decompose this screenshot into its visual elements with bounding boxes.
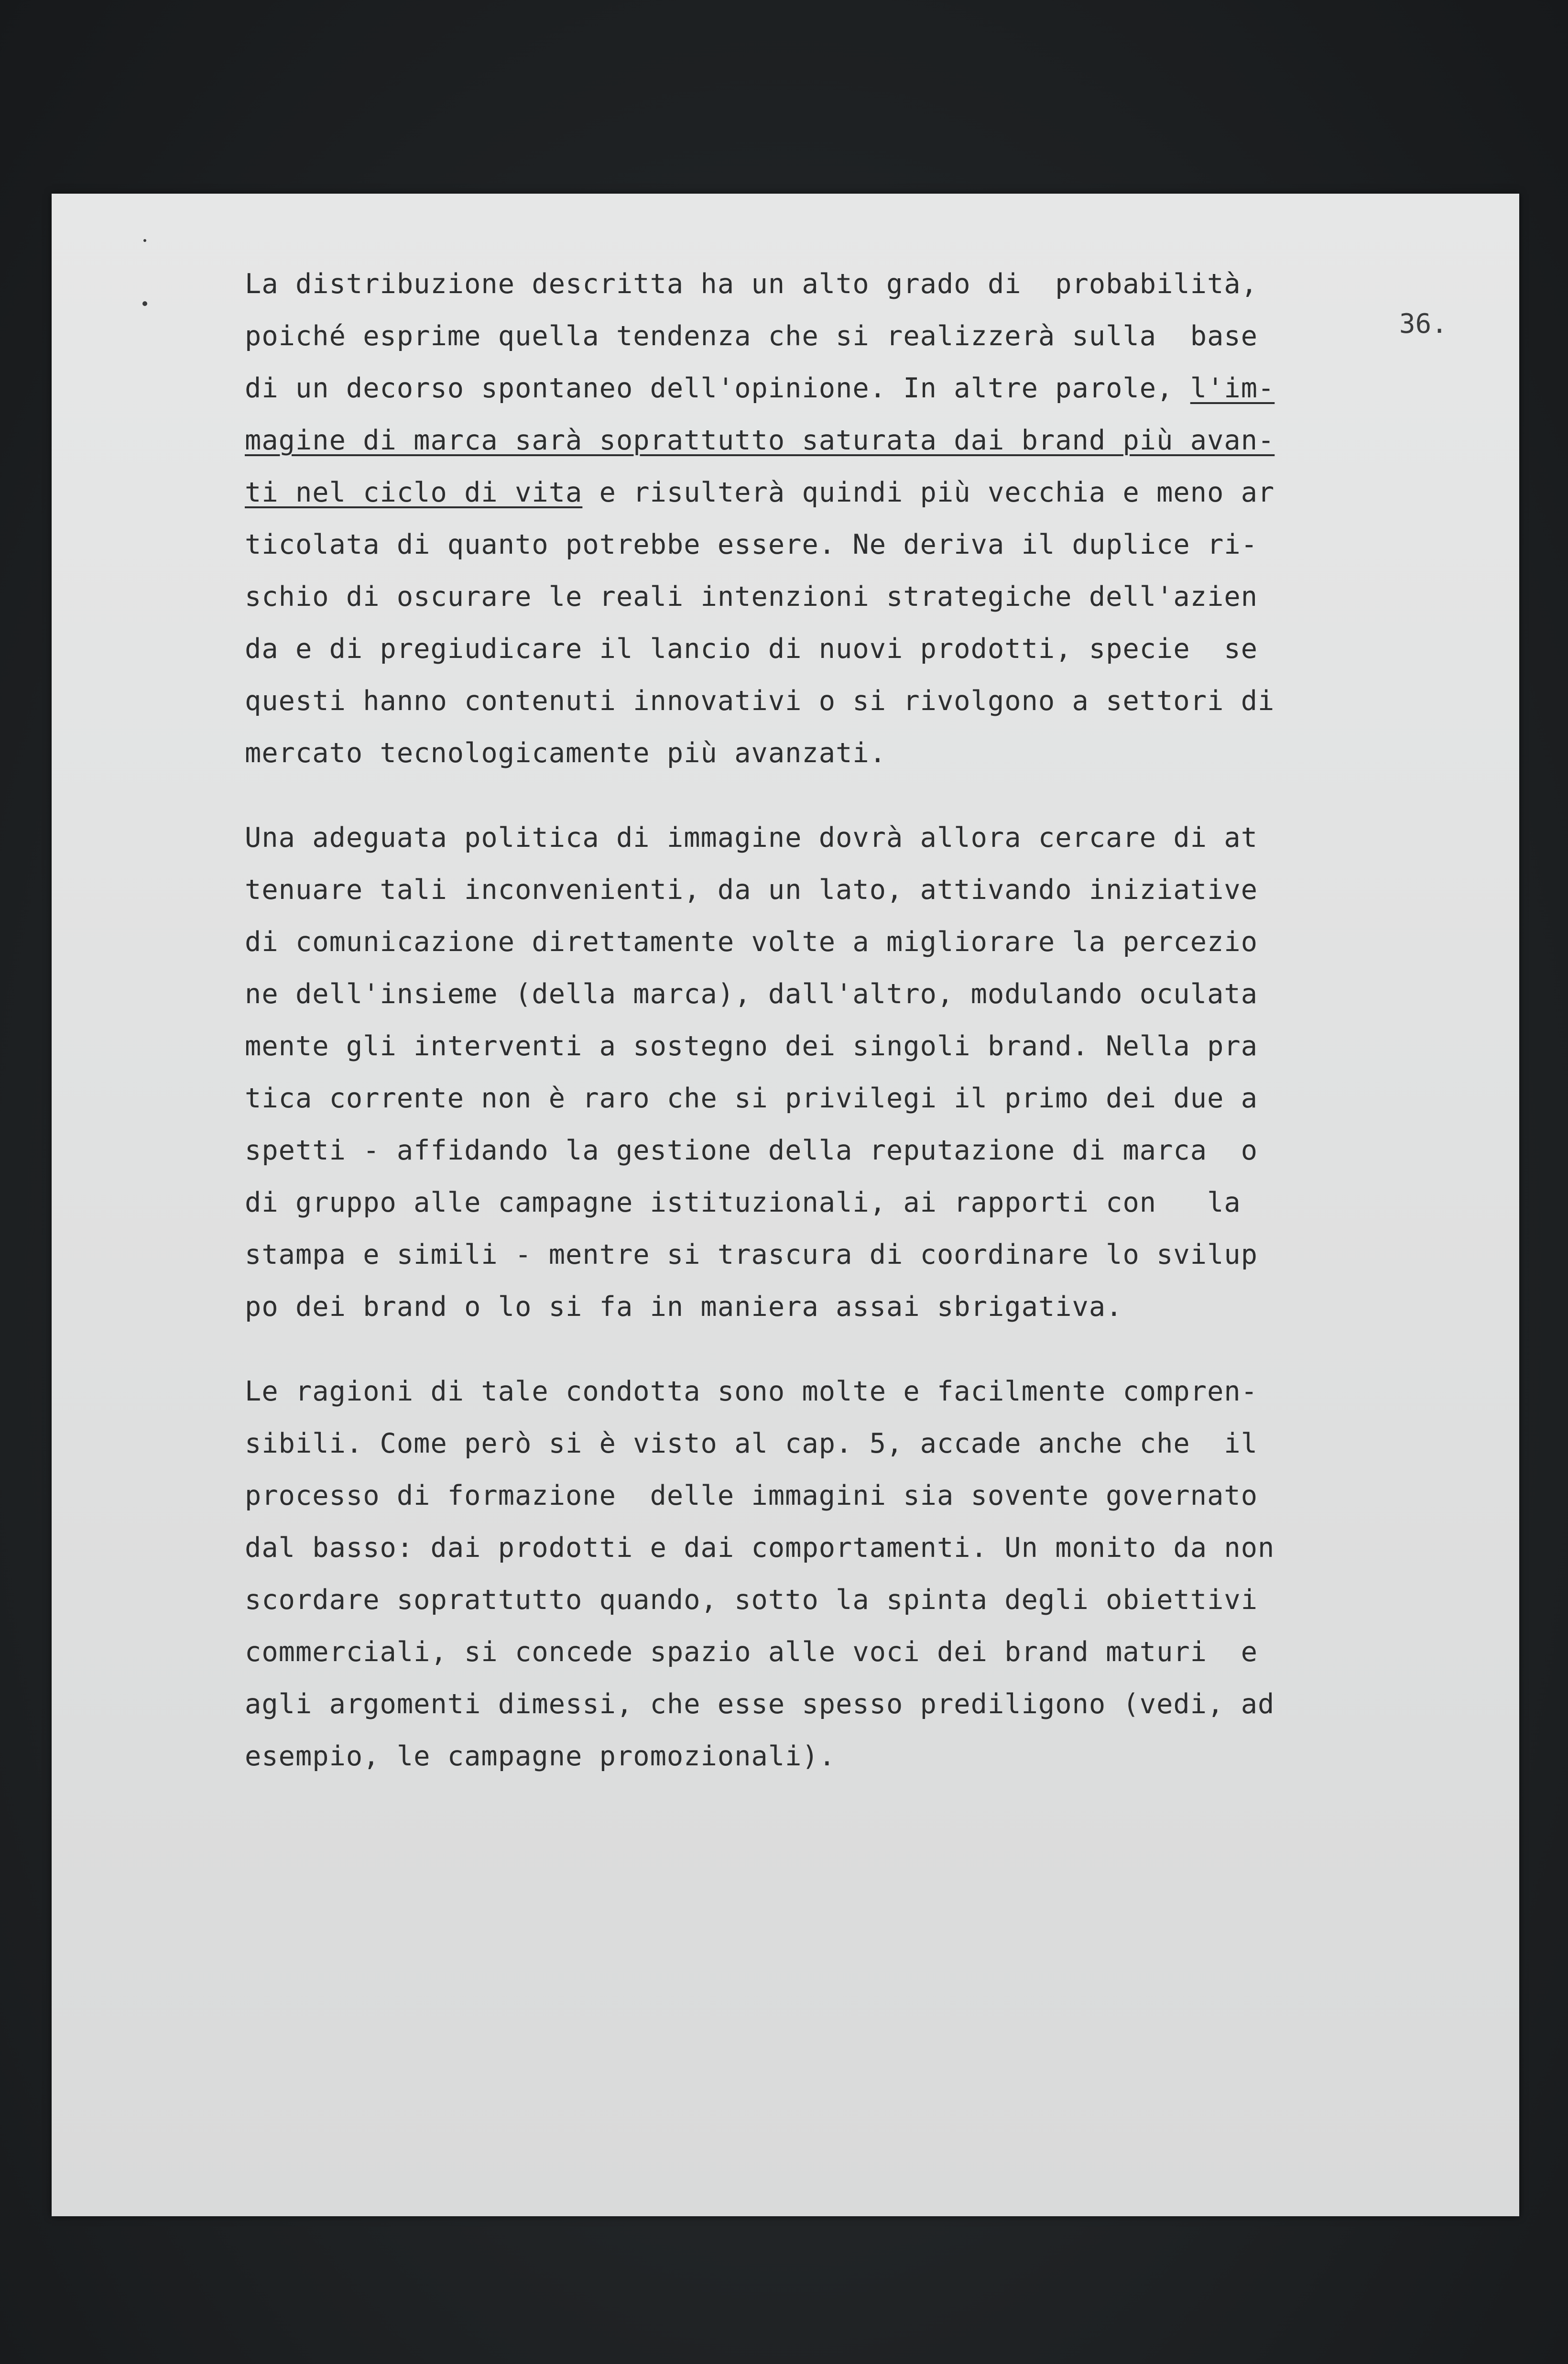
- paragraph: [245, 812, 1354, 1333]
- text-segment: spetti - affidando la gestione della reputazione di marca o: [245, 1135, 1258, 1166]
- text-segment: da e di pregiudicare il lancio di nuovi prodotti, specie se: [245, 633, 1258, 665]
- text-line: [245, 916, 1354, 968]
- text-segment: ticolata di quanto potrebbe essere. Ne deriva il duplice ri-: [245, 529, 1258, 560]
- body-text: [245, 258, 1354, 1815]
- paper-speck: [142, 301, 147, 306]
- text-line: [245, 1366, 1354, 1418]
- text-segment: processo di formazione delle immagini sia sovente governato: [245, 1480, 1258, 1511]
- text-segment: Le ragioni di tale condotta sono molte e facilmente compren-: [245, 1376, 1258, 1407]
- underlined-text: ti nel ciclo di vita: [245, 477, 583, 508]
- paragraph: [245, 1366, 1354, 1783]
- text-line: [245, 968, 1354, 1020]
- text-segment: tenuare tali inconvenienti, da un lato, attivando iniziative: [245, 874, 1258, 906]
- text-segment: scordare soprattutto quando, sotto la spinta degli obiettivi: [245, 1584, 1258, 1616]
- text-line: [245, 1177, 1354, 1229]
- page-number: 36.: [1399, 308, 1448, 339]
- paragraph: [245, 258, 1354, 779]
- text-segment: commerciali, si concede spazio alle voci dei brand maturi e: [245, 1636, 1258, 1668]
- text-segment: po dei brand o lo si fa in maniera assai sbrigativa.: [245, 1291, 1123, 1323]
- text-segment: esempio, le campagne promozionali).: [245, 1740, 836, 1772]
- text-line: [245, 519, 1354, 571]
- text-segment: stampa e simili - mentre si trascura di coordinare lo svilup: [245, 1239, 1258, 1270]
- text-line: [245, 1470, 1354, 1522]
- text-line: [245, 1626, 1354, 1678]
- text-line: [245, 1073, 1354, 1125]
- text-segment: questi hanno contenuti innovativi o si rivolgono a settori di: [245, 685, 1275, 717]
- text-line: [245, 1574, 1354, 1626]
- text-line: [245, 812, 1354, 864]
- text-segment: di gruppo alle campagne istituzionali, ai rapporti con la: [245, 1187, 1241, 1218]
- text-segment: sibili. Come però si è visto al cap. 5, accade anche che il: [245, 1428, 1258, 1459]
- text-segment: schio di oscurare le reali intenzioni strategiche dell'azien: [245, 581, 1258, 613]
- text-segment: di un decorso spontaneo dell'opinione. In altre parole,: [245, 372, 1190, 404]
- text-segment: e risulterà quindi più vecchia e meno ar: [582, 477, 1275, 508]
- text-segment: agli argomenti dimessi, che esse spesso prediligono (vedi, ad: [245, 1688, 1275, 1720]
- text-line: [245, 362, 1354, 415]
- text-segment: La distribuzione descritta ha un alto grado di probabilità,: [245, 268, 1258, 300]
- text-line: [245, 1418, 1354, 1470]
- text-line: [245, 727, 1354, 779]
- text-line: [245, 467, 1354, 519]
- text-segment: dal basso: dai prodotti e dai comportamenti. Un monito da non: [245, 1532, 1275, 1564]
- text-segment: mercato tecnologicamente più avanzati.: [245, 737, 887, 769]
- text-line: [245, 310, 1354, 362]
- text-line: [245, 1125, 1354, 1177]
- paper-speck: [143, 239, 146, 242]
- text-line: [245, 571, 1354, 623]
- text-segment: di comunicazione direttamente volte a migliorare la percezio: [245, 926, 1258, 958]
- text-line: [245, 415, 1354, 467]
- text-line: [245, 675, 1354, 727]
- underlined-text: magine di marca sarà soprattutto saturata dai brand più avan-: [245, 425, 1275, 456]
- text-line: [245, 1281, 1354, 1333]
- text-segment: tica corrente non è raro che si privilegi il primo dei due a: [245, 1083, 1258, 1114]
- text-line: [245, 1229, 1354, 1281]
- text-segment: poiché esprime quella tendenza che si realizzerà sulla base: [245, 320, 1258, 352]
- underlined-text: l'im-: [1190, 372, 1275, 404]
- text-line: [245, 1730, 1354, 1783]
- text-segment: Una adeguata politica di immagine dovrà allora cercare di at: [245, 822, 1258, 854]
- text-segment: mente gli interventi a sostegno dei singoli brand. Nella pra: [245, 1030, 1258, 1062]
- text-line: [245, 1522, 1354, 1574]
- text-line: [245, 864, 1354, 916]
- text-line: [245, 1678, 1354, 1730]
- text-line: [245, 1020, 1354, 1073]
- text-segment: ne dell'insieme (della marca), dall'altro, modulando oculata: [245, 978, 1258, 1010]
- text-line: [245, 623, 1354, 675]
- text-line: [245, 258, 1354, 310]
